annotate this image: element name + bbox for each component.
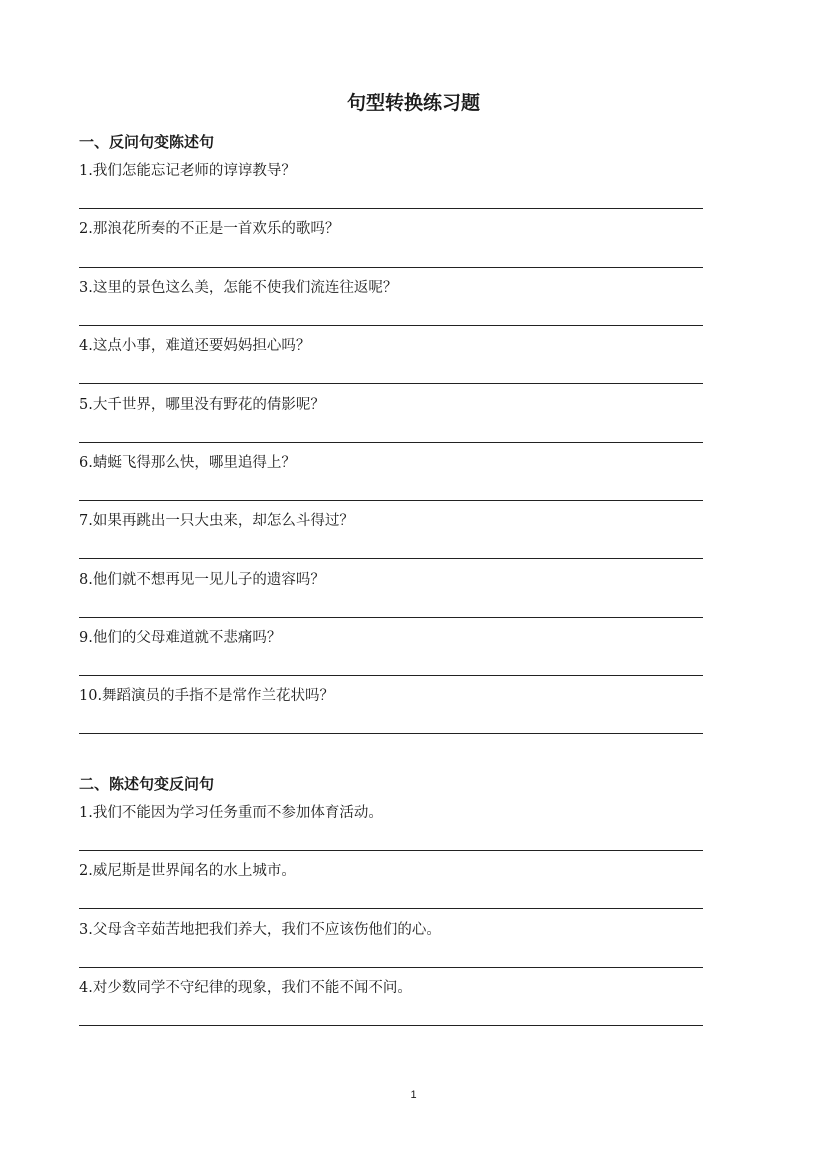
answer-line[interactable]: [79, 267, 703, 268]
question-item: 2.那浪花所奏的不正是一首欢乐的歌吗？: [79, 221, 340, 237]
question-item: 8.他们就不想再见一见儿子的遗容吗？: [79, 572, 325, 588]
question-item: 10.舞蹈演员的手指不是常作兰花状吗？: [79, 688, 335, 704]
page-number: 1: [410, 1089, 417, 1101]
answer-line[interactable]: [79, 733, 703, 734]
section-heading-2: 二、陈述句变反问句: [79, 775, 215, 793]
question-item: 6.蜻蜓飞得那么快，哪里追得上？: [79, 455, 296, 471]
answer-line[interactable]: [79, 908, 703, 909]
question-item: 5.大千世界，哪里没有野花的倩影呢？: [79, 397, 325, 413]
page-title: 句型转换练习题: [346, 92, 480, 114]
question-item: 2.威尼斯是世界闻名的水上城市。: [79, 863, 296, 879]
section-heading-1: 一、反问句变陈述句: [79, 133, 215, 151]
answer-line[interactable]: [79, 967, 703, 968]
question-item: 4.对少数同学不守纪律的现象，我们不能不闻不问。: [79, 980, 412, 996]
answer-line[interactable]: [79, 617, 703, 618]
answer-line[interactable]: [79, 675, 703, 676]
answer-line[interactable]: [79, 208, 703, 209]
answer-line[interactable]: [79, 383, 703, 384]
answer-line[interactable]: [79, 1025, 703, 1026]
question-item: 1.我们怎能忘记老师的谆谆教导？: [79, 163, 296, 179]
question-item: 4.这点小事，难道还要妈妈担心吗？: [79, 338, 311, 354]
question-item: 3.父母含辛茹苦地把我们养大，我们不应该伤他们的心。: [79, 922, 441, 938]
answer-line[interactable]: [79, 500, 703, 501]
answer-line[interactable]: [79, 558, 703, 559]
answer-line[interactable]: [79, 850, 703, 851]
answer-line[interactable]: [79, 325, 703, 326]
question-item: 7.如果再跳出一只大虫来，却怎么斗得过？: [79, 513, 354, 529]
question-item: 9.他们的父母难道就不悲痛吗？: [79, 630, 282, 646]
question-item: 3.这里的景色这么美，怎能不使我们流连往返呢？: [79, 280, 398, 296]
question-item: 1.我们不能因为学习任务重而不参加体育活动。: [79, 805, 383, 821]
answer-line[interactable]: [79, 442, 703, 443]
